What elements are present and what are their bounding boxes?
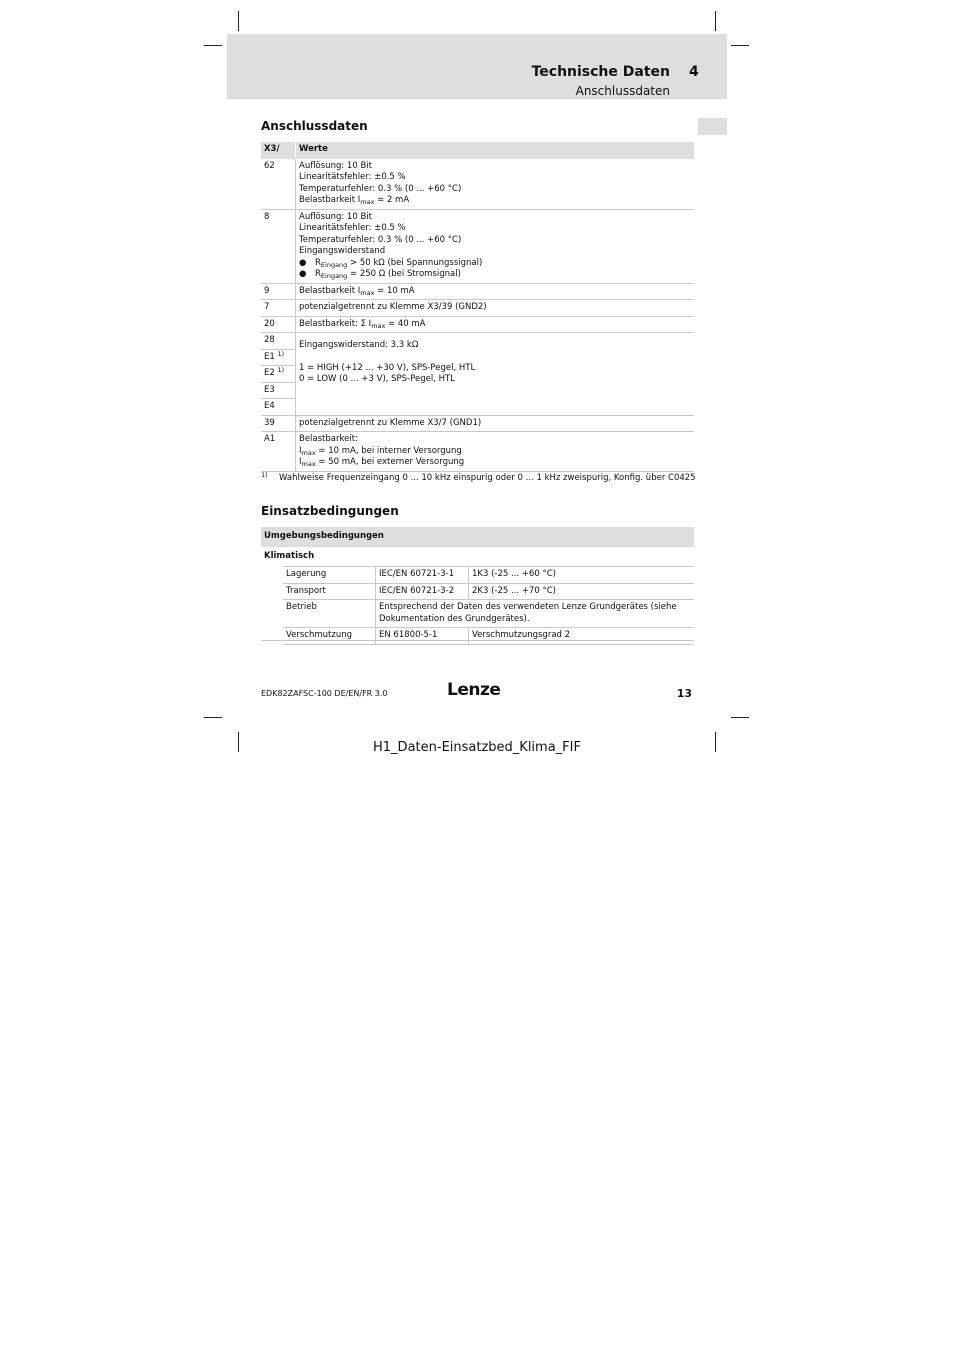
table-header: Umgebungsbedingungen [261, 527, 694, 547]
value-line: Temperaturfehler: 0.3 % (0 ... +60 °C) [299, 234, 462, 245]
lenze-logo: Lenze [447, 680, 501, 700]
table-row [261, 300, 694, 317]
terminal-cell: 8 [261, 209, 296, 283]
table-group-row [261, 547, 694, 567]
connection-data-table [261, 142, 694, 472]
condition-norm: IEC/EN 60721-3-2 [376, 583, 469, 600]
terminal-cell: 7 [261, 300, 296, 317]
condition-name: Lagerung [283, 567, 376, 584]
terminal-cell: A1 [261, 432, 296, 472]
condition-name: Transport [283, 583, 376, 600]
terminal-cell: 62 [261, 159, 296, 210]
condition-value: Entsprechend der Daten des verwendeten Lenze Grundgerätes (siehe Dokumentation des Grundgerätes). [376, 600, 695, 628]
condition-value: Verschmutzungsgrad 2 [469, 628, 695, 645]
bullet-icon: ● [299, 269, 307, 279]
value-line: Eingangswiderstand: 3.3 kΩ [299, 340, 419, 350]
operating-conditions-table [261, 527, 694, 645]
value-line: Auflösung: 10 Bit [299, 211, 372, 222]
value-line: $I_{max} = 50$ mA, bei externer Versorgung [299, 457, 465, 468]
value-line: Linearitätsfehler: ±0.5 % [299, 172, 406, 182]
crop-mark [204, 45, 222, 46]
terminal-cell: E4 [261, 399, 296, 416]
side-tab [698, 118, 727, 135]
value-line: Belastbarkeit $I_{max} = 2$ mA [299, 195, 410, 206]
document-number: EDK82ZAFSC-100 DE/EN/FR 3.0 [261, 689, 388, 698]
value-line: 0 = LOW (0 ... +3 V), SPS-Pegel, HTL [299, 374, 455, 384]
footnote-mark: 1) [261, 471, 268, 479]
footnote [261, 471, 696, 483]
value-cell: potenzialgetrennt zu Klemme X3/7 (GND1) [296, 415, 695, 432]
value-line: Belastbarkeit: [299, 434, 358, 444]
value-line: 1 = HIGH (+12 ... +30 V), SPS-Pegel, HTL [299, 362, 476, 373]
crop-mark [731, 717, 749, 718]
value-cell [296, 209, 695, 283]
table-row [261, 316, 694, 333]
condition-name: Betrieb [283, 600, 376, 628]
source-file-label: H1_Daten-Einsatzbed_Klima_FIF [373, 740, 581, 755]
crop-mark [731, 45, 749, 46]
table-row [261, 600, 694, 628]
condition-name: Verschmutzung [283, 628, 376, 645]
bullet-icon: ● [299, 257, 307, 268]
terminal-cell: 28 [261, 333, 296, 350]
value-line: Temperaturfehler: 0.3 % (0 ... +60 °C) [299, 183, 462, 194]
value-cell: Belastbarkeit $I_{max} = 10$ mA [296, 283, 695, 300]
page-number: 13 [676, 687, 692, 700]
column-header-values: Werte [296, 142, 695, 159]
condition-norm: IEC/EN 60721-3-1 [376, 567, 469, 584]
value-line: $I_{max} = 10$ mA, bei interner Versorgung [299, 445, 462, 457]
value-line: Eingangswiderstand [299, 246, 386, 256]
chapter-number: 4 [689, 64, 699, 80]
value-cell [296, 159, 695, 210]
condition-value: 1K3 (-25 ... +60 °C) [469, 567, 695, 584]
bullet-line: ● $R_{Eingang} = 250$ Ω (bei Stromsignal) [299, 269, 461, 280]
chapter-title: Technische Daten [531, 64, 670, 80]
value-cell [296, 432, 695, 472]
footnote-text: Wahlweise Frequenzeingang 0 ... 10 kHz einspurig oder 0 ... 1 kHz zweispurig, Konfig. über C0425 [279, 473, 696, 483]
group-label: Klimatisch [264, 550, 315, 561]
condition-value: 2K3 (-25 ... +70 °C) [469, 583, 695, 600]
table-header-row [261, 142, 694, 159]
terminal-cell: E2 $^{1)}$ [261, 366, 296, 383]
crop-mark [238, 11, 239, 31]
value-cell: Belastbarkeit: Σ $I_{max} = 40$ mA [296, 316, 695, 333]
value-line: Linearitätsfehler: ±0.5 % [299, 223, 406, 233]
table-row [261, 628, 694, 645]
terminal-cell: 9 [261, 283, 296, 300]
table-row [261, 283, 694, 300]
table-row [261, 209, 694, 283]
section-title-anschlussdaten: Anschlussdaten [261, 119, 368, 133]
section-title-einsatzbedingungen: Einsatzbedingungen [261, 504, 399, 518]
table-bottom-rule [261, 640, 694, 641]
table-row [261, 432, 694, 472]
value-line: Auflösung: 10 Bit [299, 160, 372, 171]
value-cell [296, 333, 695, 416]
terminal-cell: 39 [261, 415, 296, 432]
terminal-cell: E1 $^{1)}$ [261, 349, 296, 366]
value-cell: potenzialgetrennt zu Klemme X3/39 (GND2) [296, 300, 695, 317]
terminal-cell: E3 [261, 382, 296, 399]
table-row [261, 583, 694, 600]
column-header-terminal: X3/ [261, 142, 296, 159]
crop-mark [204, 717, 222, 718]
crop-mark [715, 11, 716, 31]
table-row [261, 159, 694, 210]
table-header-row [261, 527, 694, 547]
chapter-subtitle: Anschlussdaten [575, 84, 670, 98]
condition-norm: EN 61800-5-1 [376, 628, 469, 645]
bullet-line: ● $R_{Eingang} > 50$ kΩ (bei Spannungssignal) [299, 257, 483, 269]
table-row [261, 333, 694, 350]
table-row [261, 415, 694, 432]
terminal-cell: 20 [261, 316, 296, 333]
table-row [261, 567, 694, 584]
